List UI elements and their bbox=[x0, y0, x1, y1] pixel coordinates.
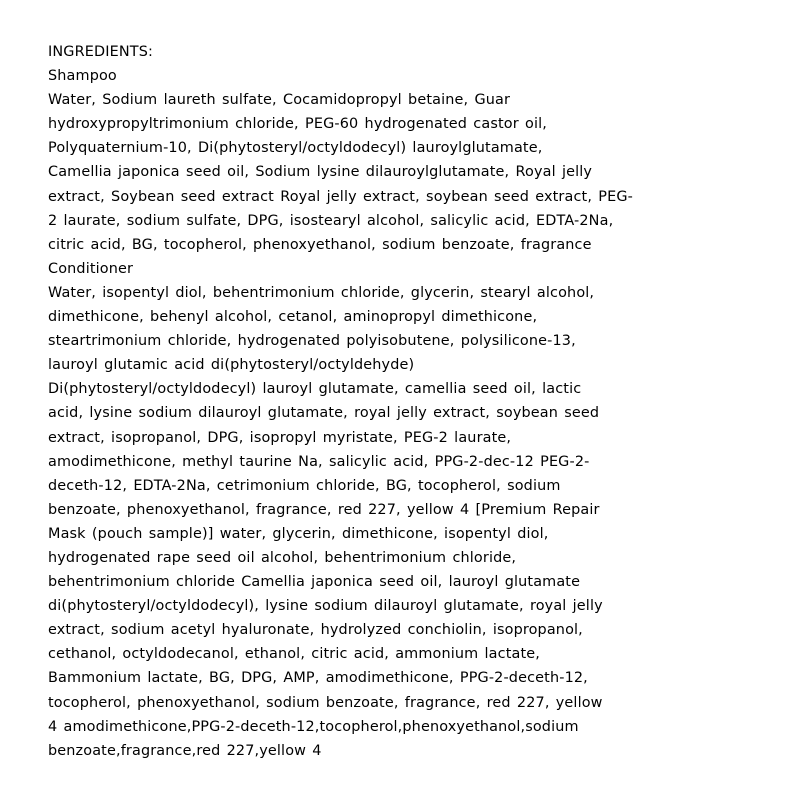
ingredients-heading: INGREDIENTS: bbox=[48, 44, 154, 60]
ingredient-line: extract, Soybean seed extract Royal jelly extract, soybean seed extract, PEG- bbox=[48, 188, 633, 205]
conditioner-section-title: Conditioner bbox=[48, 260, 134, 277]
ingredient-line: steartrimonium chloride, hydrogenated polyisobutene, polysilicone-13, bbox=[48, 333, 576, 350]
ingredient-line: di(phytosteryl/octyldodecyl), lysine sodium dilauroyl glutamate, royal jelly bbox=[48, 598, 603, 615]
ingredient-line: benzoate,fragrance,red 227,yellow 4 bbox=[48, 742, 322, 759]
ingredient-line: benzoate, phenoxyethanol, fragrance, red 227, yellow 4 [Premium Repair bbox=[48, 501, 600, 518]
ingredient-line: hydrogenated rape seed oil alcohol, behentrimonium chloride, bbox=[48, 549, 517, 566]
ingredient-line: deceth-12, EDTA-2Na, cetrimonium chloride, BG, tocopherol, sodium bbox=[48, 477, 561, 494]
ingredient-line: Camellia japonica seed oil, Sodium lysine dilauroylglutamate, Royal jelly bbox=[48, 164, 593, 181]
ingredient-line: Water, isopentyl diol, behentrimonium chloride, glycerin, stearyl alcohol, bbox=[48, 284, 595, 301]
ingredient-line: behentrimonium chloride Camellia japonica seed oil, lauroyl glutamate bbox=[48, 574, 581, 591]
ingredient-line: Mask (pouch sample)] water, glycerin, dimethicone, isopentyl diol, bbox=[48, 525, 549, 542]
ingredient-line: extract, isopropanol, DPG, isopropyl myristate, PEG-2 laurate, bbox=[48, 429, 512, 446]
ingredient-line: tocopherol, phenoxyethanol, sodium benzoate, fragrance, red 227, yellow bbox=[48, 694, 603, 711]
ingredient-line: citric acid, BG, tocopherol, phenoxyethanol, sodium benzoate, fragrance bbox=[48, 236, 592, 253]
ingredient-line: dimethicone, behenyl alcohol, cetanol, aminopropyl dimethicone, bbox=[48, 309, 538, 326]
ingredient-line: extract, sodium acetyl hyaluronate, hydrolyzed conchiolin, isopropanol, bbox=[48, 622, 583, 639]
ingredient-line: 4 amodimethicone,PPG-2-deceth-12,tocopherol,phenoxyethanol,sodium bbox=[48, 718, 579, 735]
ingredient-line: Bammonium lactate, BG, DPG, AMP, amodimethicone, PPG-2-deceth-12, bbox=[48, 670, 588, 687]
ingredient-line: Polyquaternium-10, Di(phytosteryl/octyldodecyl) lauroylglutamate, bbox=[48, 140, 543, 157]
shampoo-section-title: Shampoo bbox=[48, 68, 117, 85]
ingredient-line: 2 laurate, sodium sulfate, DPG, isostearyl alcohol, salicylic acid, EDTA-2Na, bbox=[48, 212, 614, 229]
ingredient-line: acid, lysine sodium dilauroyl glutamate, royal jelly extract, soybean seed bbox=[48, 405, 600, 422]
ingredient-line: hydroxypropyltrimonium chloride, PEG-60 hydrogenated castor oil, bbox=[48, 116, 548, 133]
ingredient-line: amodimethicone, methyl taurine Na, salicylic acid, PPG-2-dec-12 PEG-2- bbox=[48, 453, 590, 470]
ingredient-line: lauroyl glutamic acid di(phytosteryl/octyldehyde) bbox=[48, 357, 415, 374]
ingredient-line: Water, Sodium laureth sulfate, Cocamidopropyl betaine, Guar bbox=[48, 92, 511, 109]
ingredient-line: Di(phytosteryl/octyldodecyl) lauroyl glutamate, camellia seed oil, lactic bbox=[48, 381, 582, 398]
ingredients-text-block bbox=[48, 40, 748, 763]
ingredient-line: cethanol, octyldodecanol, ethanol, citric acid, ammonium lactate, bbox=[48, 646, 540, 663]
